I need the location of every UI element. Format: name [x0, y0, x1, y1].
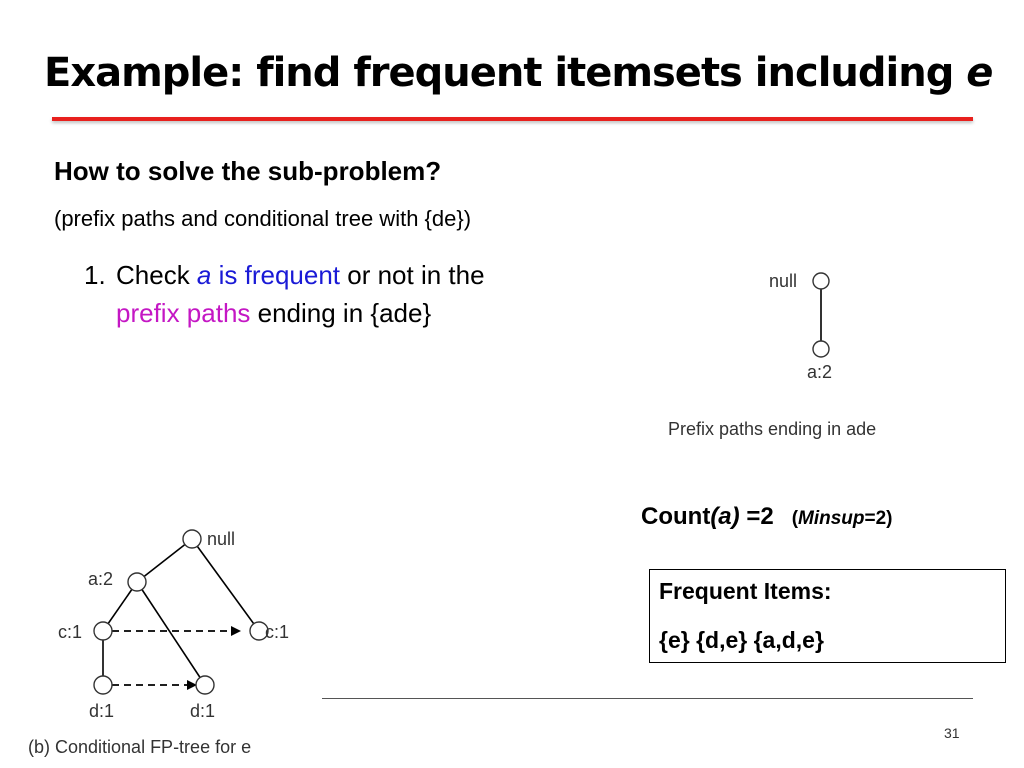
fp-c-left-node	[94, 622, 112, 640]
slide-title	[44, 50, 992, 96]
fp-null-node	[183, 530, 201, 548]
prefix-caption: Prefix paths ending in ade	[668, 419, 877, 439]
fp-c-right-label: c:1	[265, 622, 290, 642]
step-ending: ending in {ade}	[250, 298, 432, 328]
count-arg: (a)	[710, 503, 740, 530]
conditional-fp-tree	[20, 520, 320, 765]
step-or-not: or not in the	[340, 260, 485, 290]
fp-a-label: a:2	[88, 569, 114, 589]
section-heading: How to solve the sub-problem?	[54, 156, 442, 186]
minsup: (Minsup=2)	[791, 508, 893, 529]
count-label: Count	[641, 503, 711, 530]
step-prefix-paths: prefix paths	[116, 298, 251, 328]
count-value: =2	[739, 503, 774, 530]
fp-d-right-label: d:1	[190, 701, 216, 721]
title-text: Example: find frequent itemsets including	[44, 50, 967, 96]
fp-null-label: null	[207, 529, 236, 549]
prefix-null-node	[813, 273, 829, 289]
step-text	[116, 256, 485, 332]
fp-a-node	[128, 573, 146, 591]
fp-c-left-label: c:1	[58, 622, 83, 642]
step-is-frequent: is frequent	[211, 260, 341, 290]
prefix-a-label: a:2	[807, 362, 833, 382]
frequent-items-title: Frequent Items:	[659, 578, 832, 604]
count-line	[641, 503, 893, 531]
prefix-null-label: null	[769, 271, 798, 291]
step-check: Check	[116, 260, 197, 290]
step-a: a	[196, 260, 212, 290]
edge-null-a	[137, 539, 192, 582]
step-number: 1.	[84, 260, 106, 290]
prefix-a-node	[813, 341, 829, 357]
edge-null-c-right	[192, 539, 259, 631]
page-number: 31	[944, 725, 960, 741]
footer-divider	[322, 698, 973, 699]
title-divider	[52, 117, 973, 121]
fp-caption: (b) Conditional FP-tree for e	[28, 737, 252, 757]
frequent-items-list: {e} {d,e} {a,d,e}	[659, 627, 824, 653]
prefix-path-diagram	[640, 260, 940, 450]
fp-d-left-node	[94, 676, 112, 694]
fp-d-right-node	[196, 676, 214, 694]
title-variable: e	[966, 50, 993, 96]
section-subheading: (prefix paths and conditional tree with {de})	[54, 206, 472, 231]
minsup-label: Minsup	[798, 508, 865, 529]
fp-d-left-label: d:1	[89, 701, 115, 721]
edge-a-d-right	[137, 582, 205, 685]
